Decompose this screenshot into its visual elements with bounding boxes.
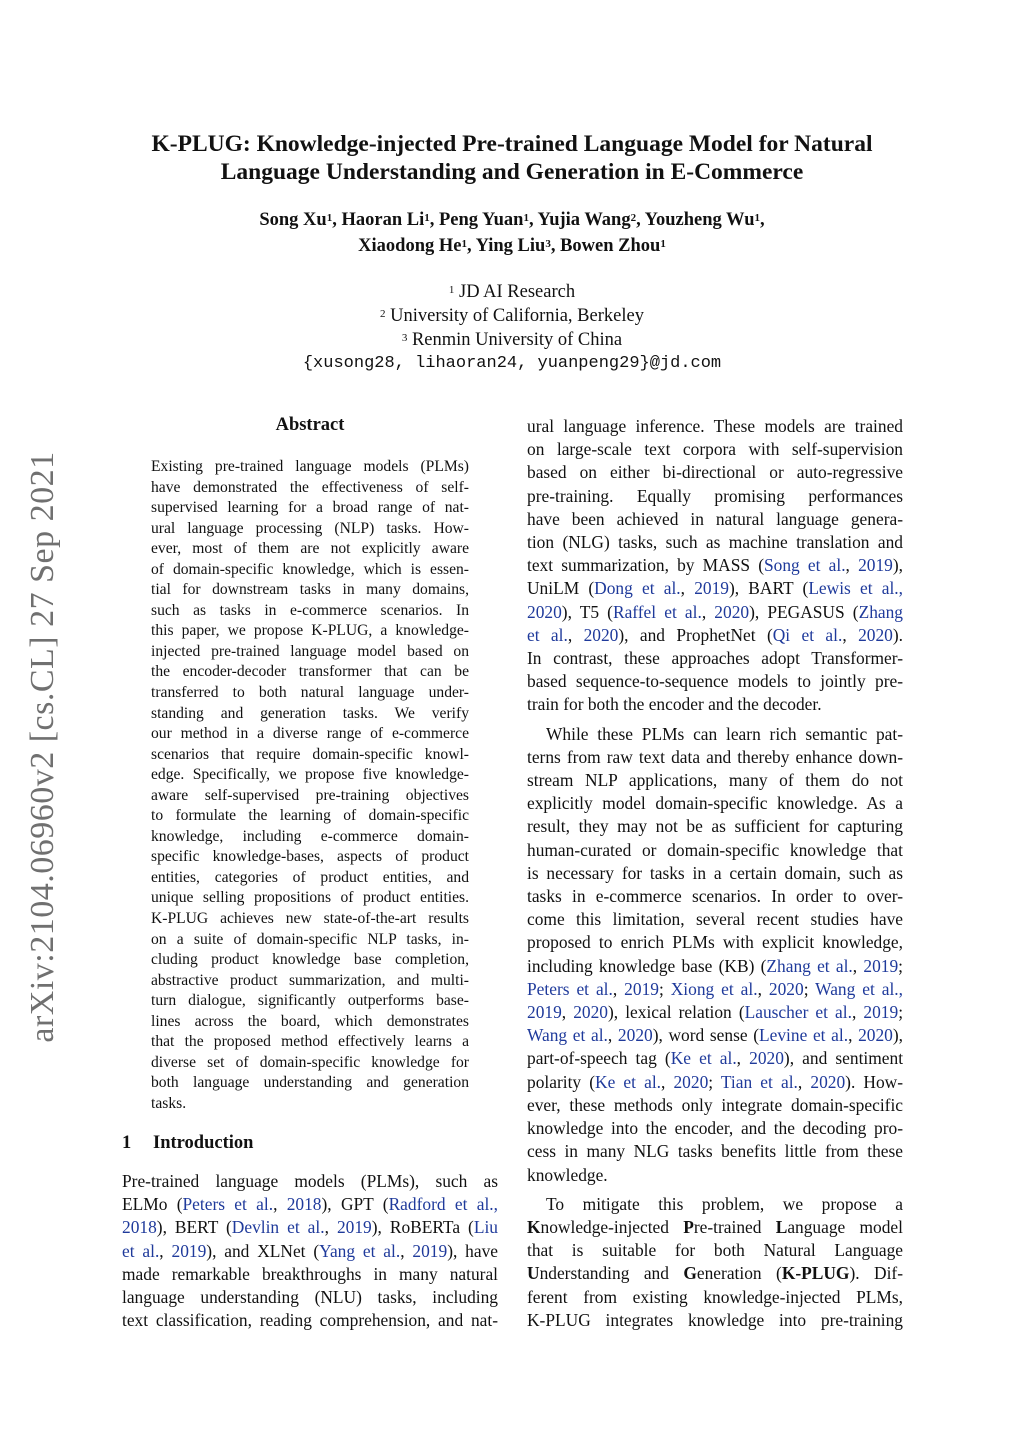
body-line: ELMo (Peters et al., 2018), GPT (Radford et al., bbox=[122, 1194, 498, 1215]
body-line: tion (NLG) tasks, such as machine translation and bbox=[527, 532, 903, 553]
arxiv-identifier-text: arXiv:2104.06960v2 [cs.CL] 27 Sep 2021 bbox=[24, 451, 61, 1043]
body-line: language understanding (NLU) tasks, including bbox=[122, 1287, 498, 1308]
body-line: 2019, 2020), lexical relation (Lauscher et al., 2019; bbox=[527, 1002, 904, 1023]
author-affiliation-mark: 1 bbox=[754, 212, 761, 224]
author-name: Peng Yuan bbox=[438, 210, 524, 230]
citation-link[interactable]: Ke et al. bbox=[595, 1071, 661, 1092]
citation-link[interactable]: Dong et al. bbox=[594, 578, 681, 599]
body-line: including knowledge base (KB) (Zhang et al., 2019; bbox=[527, 955, 903, 976]
body-line: In contrast, these approaches adopt Transformer- bbox=[527, 648, 903, 669]
section-number: 1 bbox=[122, 1133, 132, 1153]
citation-link[interactable]: 2020 bbox=[810, 1071, 846, 1092]
citation-link[interactable]: et al. bbox=[122, 1240, 160, 1261]
citation-link[interactable]: Wang et al. bbox=[815, 978, 899, 999]
citation-link[interactable]: 2020 bbox=[527, 601, 562, 622]
abstract-line: abstractive product summarization, and multi- bbox=[151, 971, 469, 989]
abstract-line: that the proposed method effectively learns a bbox=[151, 1033, 469, 1051]
abstract-line: on a suite of domain-specific NLP tasks, in- bbox=[151, 930, 469, 948]
abstract-line: have demonstrated the effectiveness of self- bbox=[151, 478, 469, 496]
body-line: polarity (Ke et al., 2020; Tian et al., 2020). How- bbox=[527, 1071, 904, 1092]
abstract-line: turn dialogue, significantly outperforms base- bbox=[151, 992, 469, 1010]
body-line: based sequence-to-sequence models to jointly pre- bbox=[527, 671, 903, 692]
abstract-line: of domain-specific knowledge, which is essen- bbox=[151, 560, 469, 578]
author-affiliation-mark: 1 bbox=[424, 212, 430, 224]
title-line: Language Understanding and Generation in E-Commerce bbox=[220, 159, 804, 185]
abstract-line: injected pre-trained language model based on bbox=[151, 642, 469, 660]
section-heading bbox=[122, 1133, 253, 1154]
citation-link[interactable]: 2018 bbox=[286, 1194, 322, 1215]
body-line: proposed to enrich PLMs with explicit knowledge, bbox=[527, 932, 903, 953]
author-list: Song Xu$^1$, Haoran Li$^1$, Peng Yuan$^1$, Yujia Wang$^2$, Youzheng Wu$^1$, Xiaodong He$^1$, Ying Liu$^3$, Bowen Zhou$^1$ bbox=[259, 210, 765, 256]
citation-link[interactable]: Radford et al. bbox=[388, 1194, 494, 1215]
body-line: Pre-trained language models (PLMs), such as bbox=[122, 1171, 498, 1191]
author-name: Youzheng Wu bbox=[644, 210, 755, 230]
abstract-line: aware self-supervised pre-training objectives bbox=[151, 786, 469, 804]
citation-link[interactable]: 2020 bbox=[714, 601, 750, 622]
affiliation: $^2$ University of California, Berkeley bbox=[380, 306, 644, 326]
citation-link[interactable]: 2018 bbox=[122, 1217, 157, 1238]
body-line: UniLM (Dong et al., 2019), BART (Lewis et al., bbox=[527, 578, 903, 599]
author-name: Yujia Wang bbox=[537, 210, 631, 230]
citation-link[interactable]: Peters et al. bbox=[182, 1194, 274, 1215]
intro-left-column bbox=[122, 1170, 498, 1332]
body-line: et al., 2019), and XLNet (Yang et al., 2019), have bbox=[122, 1240, 498, 1261]
abstract-line: our method in a diverse range of e-commerce bbox=[151, 725, 469, 743]
abstract-line: such as tasks in e-commerce scenarios. In bbox=[151, 601, 469, 619]
abstract-line: ever, most of them are not explicitly aware bbox=[151, 540, 469, 558]
body-line: that is suitable for both Natural Language bbox=[527, 1240, 903, 1261]
intro-right-column bbox=[527, 415, 903, 1332]
abstract-line: diverse set of domain-specific knowledge for bbox=[151, 1053, 469, 1071]
abstract-line: Existing pre-trained language models (PLMs) bbox=[151, 458, 469, 475]
citation-link[interactable]: Song et al. bbox=[764, 555, 846, 576]
citation-link[interactable]: Raffel et al. bbox=[612, 601, 702, 622]
body-line: knowledge into the encoder, and the decoding pro- bbox=[527, 1118, 903, 1139]
citation-link[interactable]: Lauscher et al. bbox=[744, 1002, 852, 1023]
citation-link[interactable]: 2020 bbox=[858, 624, 893, 645]
abstract-line: to formulate the learning of domain-specific bbox=[151, 807, 469, 825]
citation-link[interactable]: 2019 bbox=[863, 955, 899, 976]
body-line: terns from raw text data and thereby enhance down- bbox=[527, 746, 903, 767]
abstract-line: both language understanding and generation bbox=[151, 1074, 469, 1092]
citation-link[interactable]: 2019 bbox=[336, 1217, 372, 1238]
author-affiliation-mark: 3 bbox=[545, 238, 551, 250]
body-line: stream NLP applications, many of them do not bbox=[527, 770, 903, 791]
citation-link[interactable]: 2020 bbox=[768, 978, 804, 999]
citation-link[interactable]: 2019 bbox=[171, 1240, 207, 1261]
body-line: While these PLMs can learn rich semantic pat- bbox=[546, 723, 903, 744]
citation-link[interactable]: Xiong et al. bbox=[670, 978, 758, 999]
citation-link[interactable]: 2020 bbox=[749, 1048, 784, 1069]
paper-title bbox=[100, 130, 924, 186]
body-line: cess in many NLG tasks benefits little from these bbox=[527, 1141, 903, 1162]
author-name: Song Xu bbox=[259, 210, 327, 230]
abstract-line: ural language processing (NLP) tasks. How- bbox=[151, 519, 469, 537]
body-line: is necessary for tasks in a certain domain, such as bbox=[527, 862, 903, 883]
body-line: tasks in e-commerce scenarios. In order to over- bbox=[527, 886, 903, 907]
citation-link[interactable]: 2019 bbox=[863, 1002, 899, 1023]
body-line: knowledge. bbox=[527, 1164, 608, 1185]
citation-link[interactable]: et al. bbox=[527, 624, 568, 645]
citation-link[interactable]: Qi et al. bbox=[772, 624, 843, 645]
affiliation: $^3$ Renmin University of China bbox=[401, 330, 623, 350]
abstract-line: entities, categories of product entities, and bbox=[151, 868, 469, 886]
citation-link[interactable]: 2019 bbox=[858, 555, 893, 576]
abstract-line: edge. Specifically, we propose five knowledge- bbox=[151, 766, 469, 784]
body-line: To mitigate this problem, we propose a bbox=[546, 1193, 903, 1214]
author-name: Haoran Li bbox=[341, 210, 425, 230]
citation-link[interactable]: 2019 bbox=[412, 1240, 448, 1261]
citation-link[interactable]: 2020 bbox=[673, 1071, 709, 1092]
section-title: Introduction bbox=[153, 1133, 254, 1153]
body-line: ferent from existing knowledge-injected PLMs, bbox=[527, 1286, 903, 1307]
body-line: come this limitation, several recent studies have bbox=[527, 909, 903, 930]
body-line: 2018), BERT (Devlin et al., 2019), RoBERTa (Liu bbox=[122, 1217, 498, 1238]
body-line: Understanding and Generation (K-PLUG). Dif- bbox=[527, 1263, 903, 1284]
author-affiliation-mark: 1 bbox=[461, 238, 467, 250]
abstract-line: lines across the board, which demonstrates bbox=[151, 1012, 469, 1030]
citation-link[interactable]: 2020 bbox=[858, 1025, 893, 1046]
abstract-line: tial for downstream tasks in many domains, bbox=[151, 581, 469, 599]
abstract-heading: Abstract bbox=[275, 415, 345, 435]
citation-link[interactable]: 2020 bbox=[583, 624, 619, 645]
citation-link[interactable]: 2019 bbox=[694, 578, 729, 599]
abstract-line: tasks. bbox=[151, 1094, 187, 1112]
abstract-line: cluding product knowledge base completion, bbox=[151, 951, 469, 969]
title-line: K-PLUG: Knowledge-injected Pre-trained Language Model for Natural bbox=[151, 131, 873, 157]
author-name: Ying Liu bbox=[475, 236, 546, 256]
body-line: ural language inference. These models are trained bbox=[527, 416, 903, 436]
body-line: have been achieved in natural language genera- bbox=[527, 508, 903, 529]
citation-link[interactable]: 2019 bbox=[527, 1002, 562, 1023]
arxiv-identifier bbox=[10, 442, 76, 1052]
body-line: human-curated or domain-specific knowledge that bbox=[527, 839, 903, 860]
body-line: 2020), T5 (Raffel et al., 2020), PEGASUS (Zhang bbox=[527, 601, 904, 622]
body-line: result, they may not be as sufficient for capturing bbox=[527, 816, 903, 837]
body-line: explicitly model domain-specific knowledge. As a bbox=[527, 793, 903, 814]
author-affiliation-mark: 2 bbox=[630, 212, 637, 224]
citation-link[interactable]: Peters et al. bbox=[527, 978, 613, 999]
abstract-line: knowledge, including e-commerce domain- bbox=[151, 827, 469, 845]
citation-link[interactable]: 2019 bbox=[624, 978, 659, 999]
abstract-line: the encoder-decoder transformer that can be bbox=[151, 663, 469, 681]
author-affiliation-mark: 1 bbox=[326, 212, 333, 224]
body-line: et al., 2020), and ProphetNet (Qi et al., 2020). bbox=[527, 624, 903, 645]
abstract-line: scenarios that require domain-specific knowl- bbox=[151, 745, 469, 763]
author-name: Bowen Zhou bbox=[560, 236, 661, 256]
abstract-line: standing and generation tasks. We verify bbox=[151, 704, 469, 722]
body-line: part-of-speech tag (Ke et al., 2020), and sentiment bbox=[527, 1048, 904, 1069]
body-line: Peters et al., 2019; Xiong et al., 2020; Wang et al., bbox=[527, 978, 904, 999]
citation-link[interactable]: Tian et al. bbox=[720, 1071, 798, 1092]
body-line: text classification, reading comprehension, and nat- bbox=[122, 1310, 498, 1331]
body-line: text summarization, by MASS (Song et al., 2019), bbox=[527, 555, 903, 576]
body-line: on large-scale text corpora with self-supervision bbox=[527, 439, 903, 460]
body-line: pre-training. Equally promising performances bbox=[527, 485, 903, 506]
body-line: ever, these methods only integrate domain-specific bbox=[527, 1094, 903, 1115]
body-line: based on either bi-directional or auto-regressive bbox=[527, 462, 903, 483]
citation-link[interactable]: Devlin et al. bbox=[231, 1217, 325, 1238]
abstract-line: transferred to both natural language under- bbox=[151, 684, 469, 702]
abstract-line: unique selling propositions of product entities. bbox=[151, 889, 469, 907]
body-line: made remarkable breakthroughs in many natural bbox=[122, 1263, 498, 1284]
abstract-body bbox=[151, 457, 469, 1115]
citation-link[interactable]: Yang et al. bbox=[319, 1240, 401, 1261]
author-name: Xiaodong He bbox=[358, 236, 462, 256]
author-affiliation-mark: 1 bbox=[523, 212, 529, 224]
citation-link[interactable]: Ke et al. bbox=[670, 1048, 737, 1069]
citation-link[interactable]: Liu bbox=[473, 1217, 498, 1238]
abstract-line: supervised learning for a broad range of nat- bbox=[151, 499, 469, 517]
body-line: K-PLUG integrates knowledge into pre-training bbox=[527, 1309, 903, 1330]
body-line: Knowledge-injected Pre-trained Language model bbox=[527, 1216, 903, 1237]
citation-link[interactable]: Levine et al. bbox=[759, 1025, 849, 1046]
abstract-line: K-PLUG achieves new state-of-the-art results bbox=[151, 910, 469, 928]
citation-link[interactable]: Zhang et al. bbox=[766, 955, 853, 976]
citation-link[interactable]: 2020 bbox=[573, 1002, 608, 1023]
citation-link[interactable]: Lewis et al. bbox=[808, 578, 899, 599]
citation-link[interactable]: 2020 bbox=[617, 1025, 653, 1046]
citation-link[interactable]: Wang et al. bbox=[527, 1025, 608, 1046]
affiliation-list bbox=[100, 280, 924, 376]
author-affiliation-mark: 1 bbox=[660, 238, 666, 250]
abstract-line: this paper, we propose K-PLUG, a knowledge- bbox=[151, 622, 469, 640]
body-line: train for both the encoder and the decoder. bbox=[527, 694, 822, 715]
abstract-line: specific knowledge-bases, aspects of product bbox=[151, 848, 469, 866]
affiliation: $^1$ JD AI Research bbox=[448, 282, 576, 302]
body-line: Wang et al., 2020), word sense (Levine et al., 2020), bbox=[527, 1025, 903, 1046]
citation-link[interactable]: Zhang bbox=[858, 601, 904, 622]
author-emails: {xusong28, lihaoran24, yuanpeng29}@jd.com bbox=[302, 354, 722, 373]
